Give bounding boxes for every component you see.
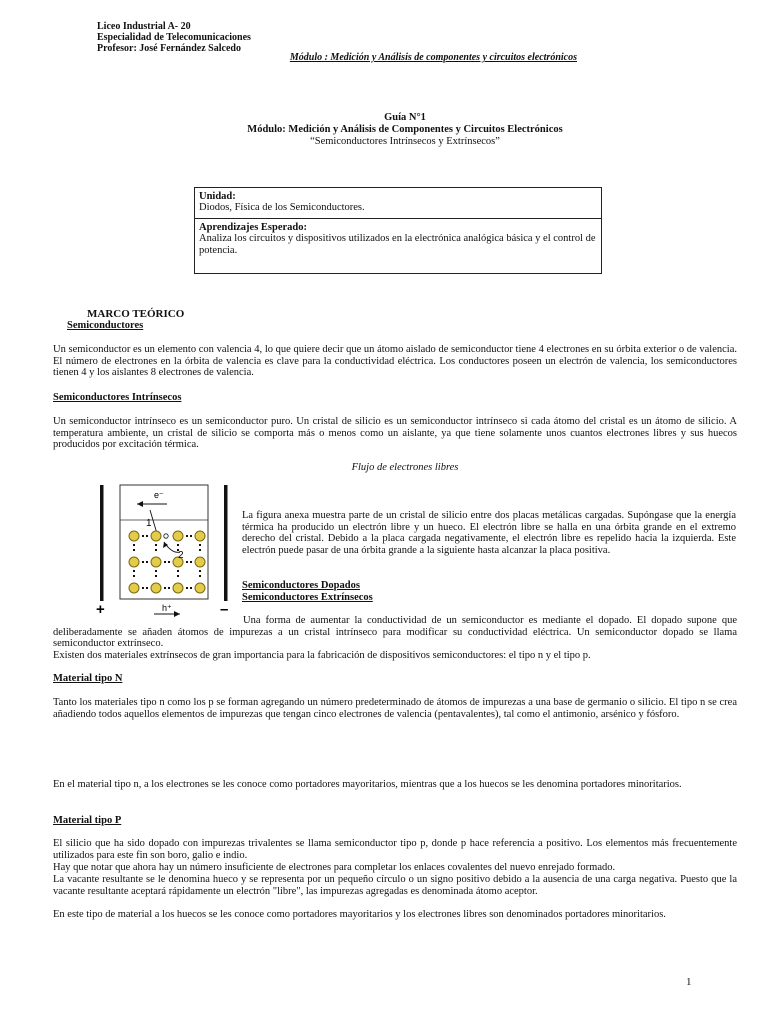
professor: Profesor: José Fernández Salcedo	[97, 43, 241, 54]
guide-subtitle: “Semiconductores Intrínsecos y Extrínsecos”	[310, 136, 500, 147]
covalent-bonds	[133, 535, 201, 589]
positive-plate	[100, 485, 104, 601]
specialty: Especialidad de Telecomunicaciones	[97, 32, 251, 43]
page-number: 1	[686, 976, 692, 988]
para-tipo-p-4: En este tipo de material a los huecos se les conoce como portadores mayoritarios y los electrones libres son denominados portadores minoritarios.	[53, 909, 666, 920]
hole-label: h⁺	[162, 603, 172, 613]
atom-grid	[129, 531, 205, 593]
para-tipo-n-2: En el material tipo n, a los electrones se les conoce como portadores mayoritarios, mientras que a los huecos se les denomina portadores minoritarios.	[53, 779, 682, 790]
unit-label: Unidad:	[199, 191, 236, 202]
module-header: Módulo : Medición y Análisis de componentes y circuitos electrónicos	[289, 52, 577, 63]
unit-value: Diodos, Física de los Semiconductores.	[199, 202, 365, 213]
hole-circle	[164, 534, 168, 538]
learning-value: Analiza los circuitos y dispositivos utilizados en la electrónica analógica básica y el control de potencia.	[199, 233, 596, 256]
arrow-1-label: 1	[146, 518, 152, 529]
para-tipo-p-2: Hay que notar que ahora hay un número insuficiente de electrones para completar los enlaces covalentes del nuevo enrejado formado.	[53, 862, 616, 873]
minus-sign: –	[220, 601, 229, 618]
silicon-crystal-figure	[92, 482, 238, 618]
negative-plate	[224, 485, 228, 601]
guide-number: Guía N°1	[384, 112, 426, 123]
heading-tipo-n: Material tipo N	[53, 673, 123, 684]
para-figura: La figura anexa muestra parte de un cristal de silicio entre dos placas metálicas cargadas. Supóngase que la energía térmica ha producido un electrón libre y un hueco. El electrón libre se halla en una órbita grande en el extremo derecho del cristal. Debido a la placa cargada negativamente, el electrón libre es repelido hacia la izquierda. Este electrón puede pasar de una órbita grande a la siguiente hasta alcanzar la placa positiva.	[242, 510, 736, 556]
figure-caption: Flujo de electrones libres	[351, 462, 459, 473]
arrow-2-label: 2	[178, 550, 184, 561]
heading-dopados: Semiconductores Dopados	[242, 580, 360, 591]
para-dopado-1: Una forma de aumentar la conductividad de un semiconductor es mediante el dopado. El dopado supone que deliberadamente se añaden átomos de impurezas a un cristal intrínseco para modificar su conductividad eléctrica. Un semiconductor dopado se llama semiconductor extrínseco.	[53, 615, 737, 650]
para-tipo-n-1: Tanto los materiales tipo n como los p se forman agregando un número predeterminado de átomos de impurezas a una base de germanio o silicio. El tipo n se crea añadiendo todos aquellos elementos de impurezas que tengan cinco electrones de valencia (pentavalentes), tal como el antimonio, arsénico y fósforo.	[53, 697, 737, 720]
section-marco: MARCO TEÓRICO	[87, 308, 185, 320]
heading-semiconductores: Semiconductores	[67, 320, 144, 331]
plus-sign: +	[96, 601, 105, 618]
learning-label: Aprendizajes Esperado:	[199, 222, 308, 233]
para-tipo-p-1: El silicio que ha sido dopado con impurezas trivalentes se llama semiconductor tipo p, donde p hace referencia a positivo. Los elementos más frecuentemente utilizados para este fin son boro, galio e indio.	[53, 838, 737, 861]
para-tipo-p-3: La vacante resultante se le denomina hueco y se representa por un pequeño círculo o un signo positivo debido a la ausencia de una carga negativa. Puesto que la vacante resultante aceptará rápidamente un electrón "libre", las impurezas agregadas es denominada átomo aceptor.	[53, 874, 737, 897]
school-name: Liceo Industrial A- 20	[97, 21, 191, 32]
electron-label: e⁻	[154, 490, 164, 500]
heading-intrinsecos: Semiconductores Intrínsecos	[53, 392, 182, 403]
heading-extrinsecos: Semiconductores Extrínsecos	[242, 592, 373, 603]
para-dopado-2: Existen dos materiales extrínsecos de gran importancia para la fabricación de dispositivos semiconductores: el tipo n y el tipo p.	[53, 650, 591, 661]
info-box	[194, 187, 602, 274]
module-title: Módulo: Medición y Análisis de Componentes y Circuitos Electrónicos	[247, 124, 563, 135]
para-semiconductores: Un semiconductor es un elemento con valencia 4, lo que quiere decir que un átomo aislado de semiconductor tiene 4 electrones en su órbita exterior o de valencia. El número de electrones en la órbita de valencia es clave para la conductividad eléctrica. Los conductores poseen un electrón de valencia, los semiconductores tienen 4 y los aislantes 8 electrones de valencia.	[53, 344, 737, 379]
heading-tipo-p: Material tipo P	[53, 815, 122, 826]
para-intrinsecos: Un semiconductor intrínseco es un semiconductor puro. Un cristal de silicio es un semiconductor intrínseco si cada átomo del cristal es un átomo de silicio. A temperatura ambiente, un cristal de silicio se comporta más o menos como un aislante, ya que tiene solamente unos cuantos electrones libres y sus huecos producidos por excitación térmica.	[53, 416, 737, 451]
